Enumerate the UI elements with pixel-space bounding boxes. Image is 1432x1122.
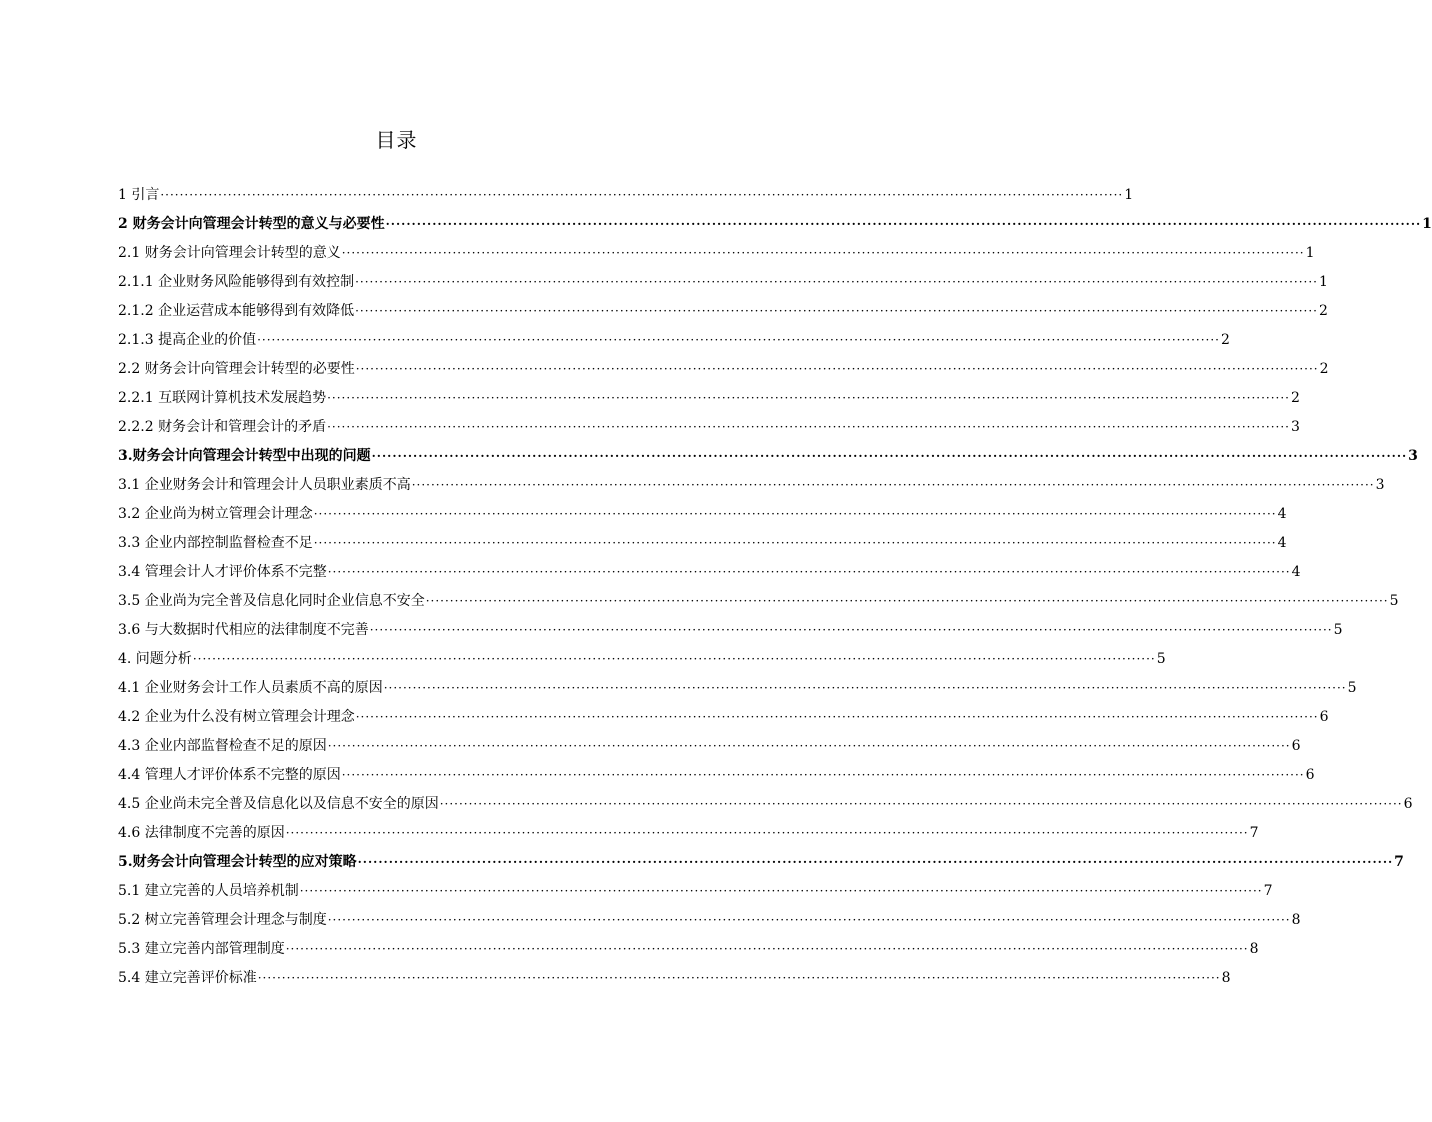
toc-leader-dots: ········································································································································································································ bbox=[355, 710, 1319, 724]
toc-leader-dots: ········································································································································································································ bbox=[313, 536, 1277, 550]
toc-entry-label: 5.4 建立完善评价标准 bbox=[118, 970, 257, 986]
toc-leader-dots: ········································································································································································································ bbox=[439, 797, 1403, 811]
toc-leader-dots: ········································································································································································································ bbox=[357, 855, 1394, 869]
toc-leader-dots: ········································································································································································································ bbox=[341, 246, 1305, 260]
toc-entry-label: 5.财务会计向管理会计转型的应对策略 bbox=[118, 854, 357, 870]
toc-entry-label: 2.1 财务会计向管理会计转型的意义 bbox=[118, 245, 341, 261]
toc-entry-page-number: 2 bbox=[1319, 361, 1329, 377]
toc-entry-label: 4.3 企业内部监督检查不足的原因 bbox=[118, 738, 327, 754]
toc-entry-page-number: 4 bbox=[1277, 535, 1287, 551]
toc-leader-dots: ········································································································································································································ bbox=[369, 623, 1333, 637]
toc-entry-label: 5.1 建立完善的人员培养机制 bbox=[118, 883, 299, 899]
toc-entry-page-number: 2 bbox=[1290, 390, 1300, 406]
toc-leader-dots: ········································································································································································································ bbox=[355, 275, 1318, 289]
toc-entry-page-number: 5 bbox=[1156, 651, 1166, 667]
toc-entry[interactable] bbox=[118, 532, 1287, 561]
toc-entry-label: 3.财务会计向管理会计转型中出现的问题 bbox=[118, 448, 371, 464]
toc-leader-dots: ········································································································································································································ bbox=[425, 594, 1389, 608]
toc-entry-page-number: 1 bbox=[1124, 187, 1134, 203]
toc-leader-dots: ········································································································································································································ bbox=[313, 507, 1277, 521]
toc-entry-page-number: 7 bbox=[1394, 854, 1404, 870]
toc-leader-dots: ········································································································································································································ bbox=[355, 304, 1318, 318]
toc-entry[interactable] bbox=[118, 300, 1328, 329]
toc-leader-dots: ········································································································································································································ bbox=[327, 913, 1291, 927]
toc-entry-label: 5.3 建立完善内部管理制度 bbox=[118, 941, 285, 957]
toc-leader-dots: ········································································································································································································ bbox=[160, 188, 1124, 202]
toc-entry-page-number: 4 bbox=[1291, 564, 1301, 580]
toc-entry-page-number: 1 bbox=[1305, 245, 1315, 261]
toc-leader-dots: ········································································································································································································ bbox=[327, 565, 1291, 579]
toc-leader-dots: ········································································································································································································ bbox=[285, 942, 1249, 956]
toc-entry-page-number: 6 bbox=[1305, 767, 1315, 783]
toc-entry-page-number: 6 bbox=[1403, 796, 1413, 812]
toc-entry[interactable] bbox=[118, 503, 1287, 532]
toc-entry-label: 5.2 树立完善管理会计理念与制度 bbox=[118, 912, 327, 928]
toc-entry-label: 2.1.3 提高企业的价值 bbox=[118, 332, 257, 348]
toc-entry[interactable] bbox=[118, 387, 1300, 416]
toc-entry-label: 4.1 企业财务会计工作人员素质不高的原因 bbox=[118, 680, 383, 696]
toc-entry-page-number: 6 bbox=[1291, 738, 1301, 754]
toc-entry-page-number: 4 bbox=[1277, 506, 1287, 522]
toc-entry-page-number: 8 bbox=[1291, 912, 1301, 928]
toc-entry-label: 4.4 管理人才评价体系不完整的原因 bbox=[118, 767, 341, 783]
toc-entry-page-number: 8 bbox=[1249, 941, 1259, 957]
toc-entry-page-number: 6 bbox=[1319, 709, 1329, 725]
toc-entry[interactable] bbox=[118, 213, 1432, 242]
toc-entry-label: 1 引言 bbox=[118, 187, 160, 203]
toc-entry[interactable] bbox=[118, 735, 1301, 764]
toc-entry[interactable] bbox=[118, 184, 1134, 213]
toc-entry-page-number: 2 bbox=[1318, 303, 1328, 319]
toc-leader-dots: ········································································································································································································ bbox=[257, 333, 1220, 347]
toc-entry-page-number: 5 bbox=[1347, 680, 1357, 696]
toc-entry[interactable] bbox=[118, 822, 1259, 851]
toc-entry-page-number: 1 bbox=[1422, 216, 1432, 232]
toc-entry-page-number: 2 bbox=[1220, 332, 1230, 348]
toc-leader-dots: ········································································································································································································ bbox=[355, 362, 1319, 376]
toc-entry-label: 3.5 企业尚为完全普及信息化同时企业信息不安全 bbox=[118, 593, 425, 609]
toc-entry-label: 3.2 企业尚为树立管理会计理念 bbox=[118, 506, 313, 522]
toc-entry-label: 4.2 企业为什么没有树立管理会计理念 bbox=[118, 709, 355, 725]
toc-entry[interactable] bbox=[118, 416, 1300, 445]
toc-entry-page-number: 5 bbox=[1389, 593, 1399, 609]
toc-entry-page-number: 7 bbox=[1249, 825, 1259, 841]
toc-entry-page-number: 7 bbox=[1263, 883, 1273, 899]
toc-title: 目录 bbox=[375, 128, 418, 152]
toc-leader-dots: ········································································································································································································ bbox=[285, 826, 1249, 840]
toc-entry[interactable] bbox=[118, 909, 1301, 938]
toc-entry[interactable] bbox=[118, 242, 1315, 271]
toc-entry[interactable] bbox=[118, 967, 1231, 996]
toc-entry[interactable] bbox=[118, 271, 1328, 300]
toc-entry[interactable] bbox=[118, 706, 1329, 735]
toc-entry[interactable] bbox=[118, 938, 1259, 967]
toc-entry-page-number: 8 bbox=[1221, 970, 1231, 986]
toc-entry[interactable] bbox=[118, 677, 1357, 706]
toc-entry-label: 3.6 与大数据时代相应的法律制度不完善 bbox=[118, 622, 369, 638]
toc-entry[interactable] bbox=[118, 561, 1301, 590]
toc-entry-page-number: 3 bbox=[1375, 477, 1385, 493]
toc-entry-label: 2.2.1 互联网计算机技术发展趋势 bbox=[118, 390, 327, 406]
table-of-contents bbox=[118, 184, 1432, 996]
toc-leader-dots: ········································································································································································································ bbox=[411, 478, 1375, 492]
toc-entry-label: 4. 问题分析 bbox=[118, 651, 192, 667]
toc-entry[interactable] bbox=[118, 619, 1343, 648]
toc-leader-dots: ········································································································································································································ bbox=[383, 681, 1347, 695]
toc-entry-label: 4.5 企业尚未完全普及信息化以及信息不安全的原因 bbox=[118, 796, 439, 812]
toc-entry-label: 2.2.2 财务会计和管理会计的矛盾 bbox=[118, 419, 327, 435]
toc-entry-label: 3.1 企业财务会计和管理会计人员职业素质不高 bbox=[118, 477, 411, 493]
toc-leader-dots: ········································································································································································································ bbox=[299, 884, 1263, 898]
toc-entry-page-number: 5 bbox=[1333, 622, 1343, 638]
toc-entry[interactable] bbox=[118, 445, 1418, 474]
toc-entry-page-number: 1 bbox=[1318, 274, 1328, 290]
toc-entry[interactable] bbox=[118, 590, 1399, 619]
toc-entry[interactable] bbox=[118, 358, 1329, 387]
toc-entry-label: 3.4 管理会计人才评价体系不完整 bbox=[118, 564, 327, 580]
toc-leader-dots: ········································································································································································································ bbox=[192, 652, 1156, 666]
toc-entry-label: 2.2 财务会计向管理会计转型的必要性 bbox=[118, 361, 355, 377]
toc-entry[interactable] bbox=[118, 648, 1166, 677]
toc-leader-dots: ········································································································································································································ bbox=[257, 971, 1221, 985]
toc-entry-label: 2.1.1 企业财务风险能够得到有效控制 bbox=[118, 274, 355, 290]
toc-entry[interactable] bbox=[118, 764, 1315, 793]
toc-entry[interactable] bbox=[118, 793, 1413, 822]
toc-entry[interactable] bbox=[118, 851, 1404, 880]
toc-entry-label: 2.1.2 企业运营成本能够得到有效降低 bbox=[118, 303, 355, 319]
toc-entry-page-number: 3 bbox=[1408, 448, 1418, 464]
toc-entry[interactable] bbox=[118, 329, 1230, 358]
toc-leader-dots: ········································································································································································································ bbox=[327, 739, 1291, 753]
toc-entry-label: 2 财务会计向管理会计转型的意义与必要性 bbox=[118, 216, 385, 232]
toc-entry-label: 4.6 法律制度不完善的原因 bbox=[118, 825, 285, 841]
toc-leader-dots: ········································································································································································································ bbox=[327, 391, 1290, 405]
toc-leader-dots: ········································································································································································································ bbox=[371, 449, 1408, 463]
toc-entry[interactable] bbox=[118, 880, 1273, 909]
toc-entry-label: 3.3 企业内部控制监督检查不足 bbox=[118, 535, 313, 551]
toc-leader-dots: ········································································································································································································ bbox=[341, 768, 1305, 782]
toc-entry-page-number: 3 bbox=[1290, 419, 1300, 435]
toc-leader-dots: ········································································································································································································ bbox=[327, 420, 1290, 434]
toc-entry[interactable] bbox=[118, 474, 1385, 503]
toc-leader-dots: ········································································································································································································ bbox=[385, 217, 1422, 231]
